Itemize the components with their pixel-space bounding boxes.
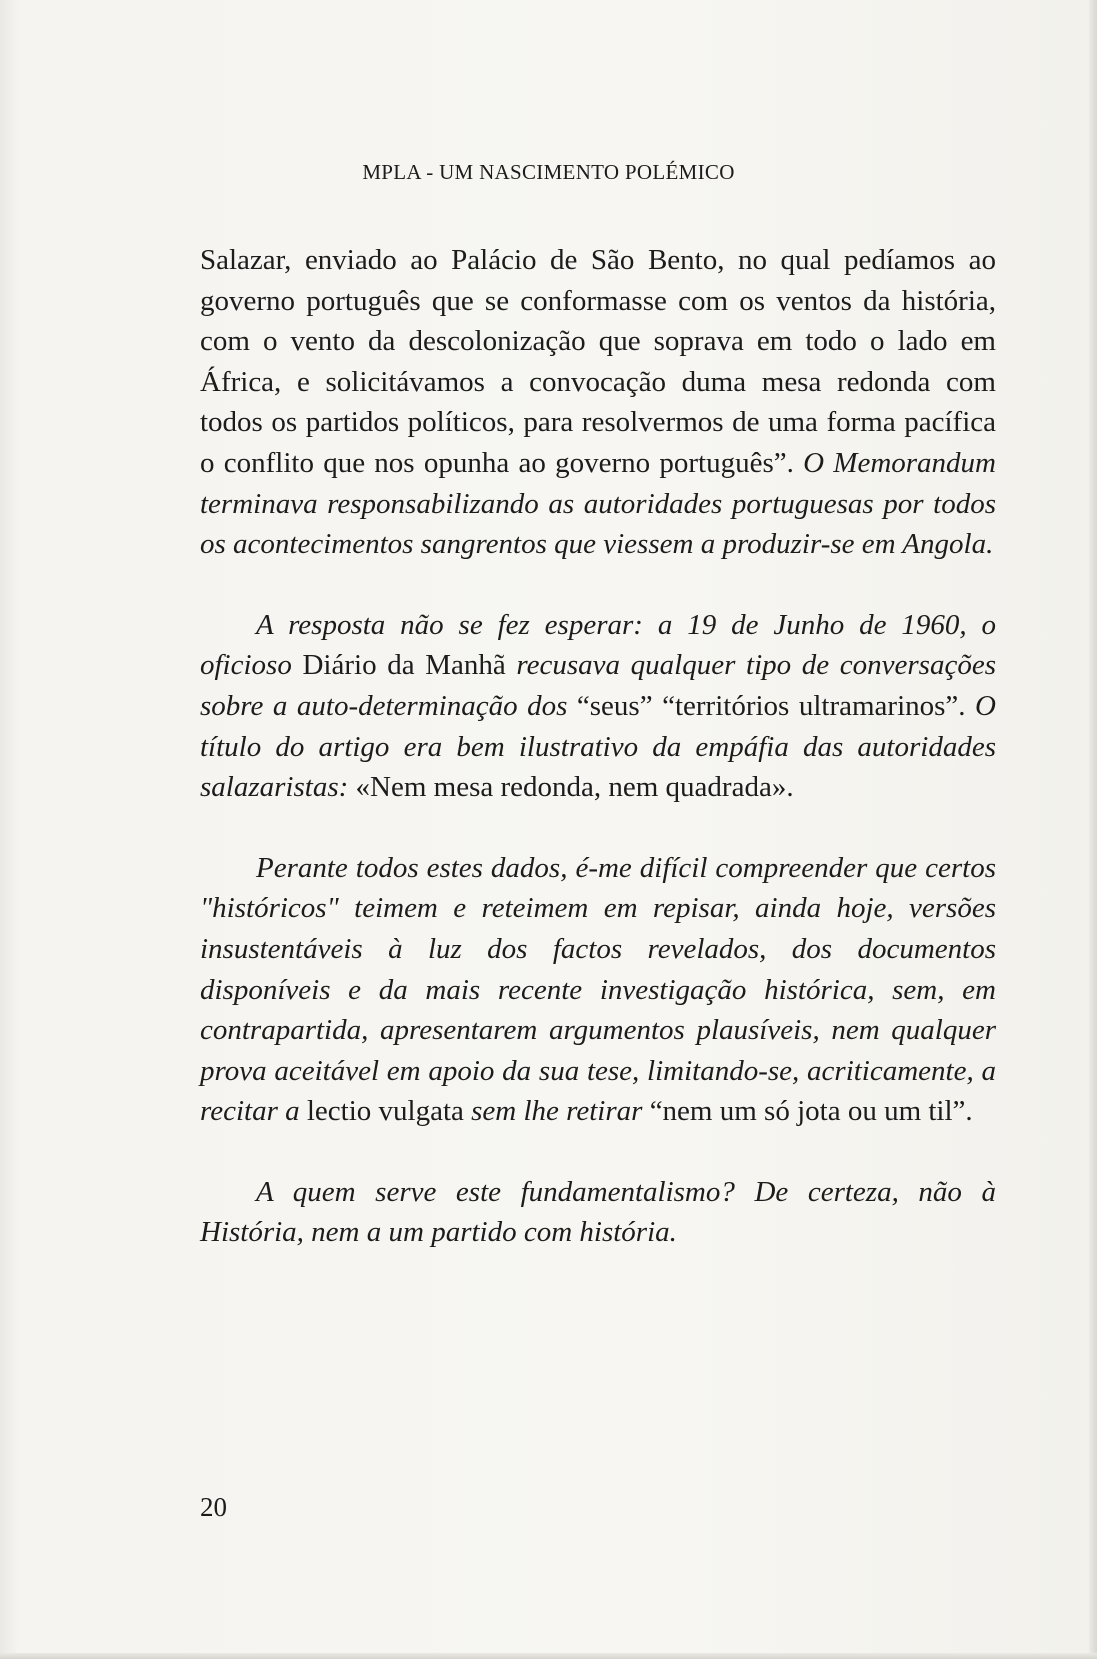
paragraph-1 [200,240,996,565]
p2-segment-4: “seus” “territórios ultramarinos”. [576,689,976,722]
p2-segment-5: O título do artigo era bem ilustrativo da empáfia das autoridades salazaristas: [200,689,996,804]
p3-segment-1: Perante todos estes dados, é-me difícil compreender que certos "históricos" teimem e reteimem em repisar, ainda hoje, versões insustentáveis à luz dos factos revelados, dos documentos disponíveis e da mais recente investigação histórica, sem, em contrapartida, apresentarem argumentos plausíveis, nem qualquer prova aceitável em apoio da sua tese, limitando-se, acriticamente, a recitar a [200,851,996,1128]
p4-segment-1: A quem serve este fundamentalismo? De certeza, não à História, nem a um partido com história. [200,1175,996,1249]
p2-segment-3: recusava qualquer tipo de conversações sobre a auto-determinação dos [200,649,996,722]
p3-segment-2: lectio vulgata [306,1095,472,1128]
paragraph-3 [200,848,996,1132]
page-number: 20 [200,1492,227,1522]
paragraph-4 [200,1172,996,1253]
paragraph-2 [200,605,996,808]
p2-segment-2: Diário da Manhã [302,649,517,682]
page-edge-right [1089,0,1097,1659]
p1-segment-1: Salazar, enviado ao Palácio de São Bento, no qual pedíamos ao governo português que se conformasse com os ventos da história, com o vento da descolonização que soprava em todo o lado em África, e solicitávamos a convocação duma mesa redonda com todos os partidos políticos, para resolvermos de uma forma pacífica o conflito que nos opunha ao governo português”. [200,244,996,479]
p3-segment-4: “nem um só jota ou um til”. [649,1095,973,1128]
p1-segment-2: O Memorandum terminava responsabilizando as autoridades portuguesas por todos os acontecimentos sangrentos que viessem a produzir-se em Angola. [200,446,996,561]
p3-segment-3: sem lhe retirar [471,1095,650,1128]
p2-segment-1: A resposta não se fez esperar: a 19 de Junho de 1960, o oficioso [200,608,996,682]
body-text [200,240,996,1253]
page-edge-bottom [0,1653,1097,1659]
running-head: MPLA - UM NASCIMENTO POLÉMICO [362,160,735,184]
p2-segment-6: «Nem mesa redonda, nem quadrada». [355,771,794,804]
